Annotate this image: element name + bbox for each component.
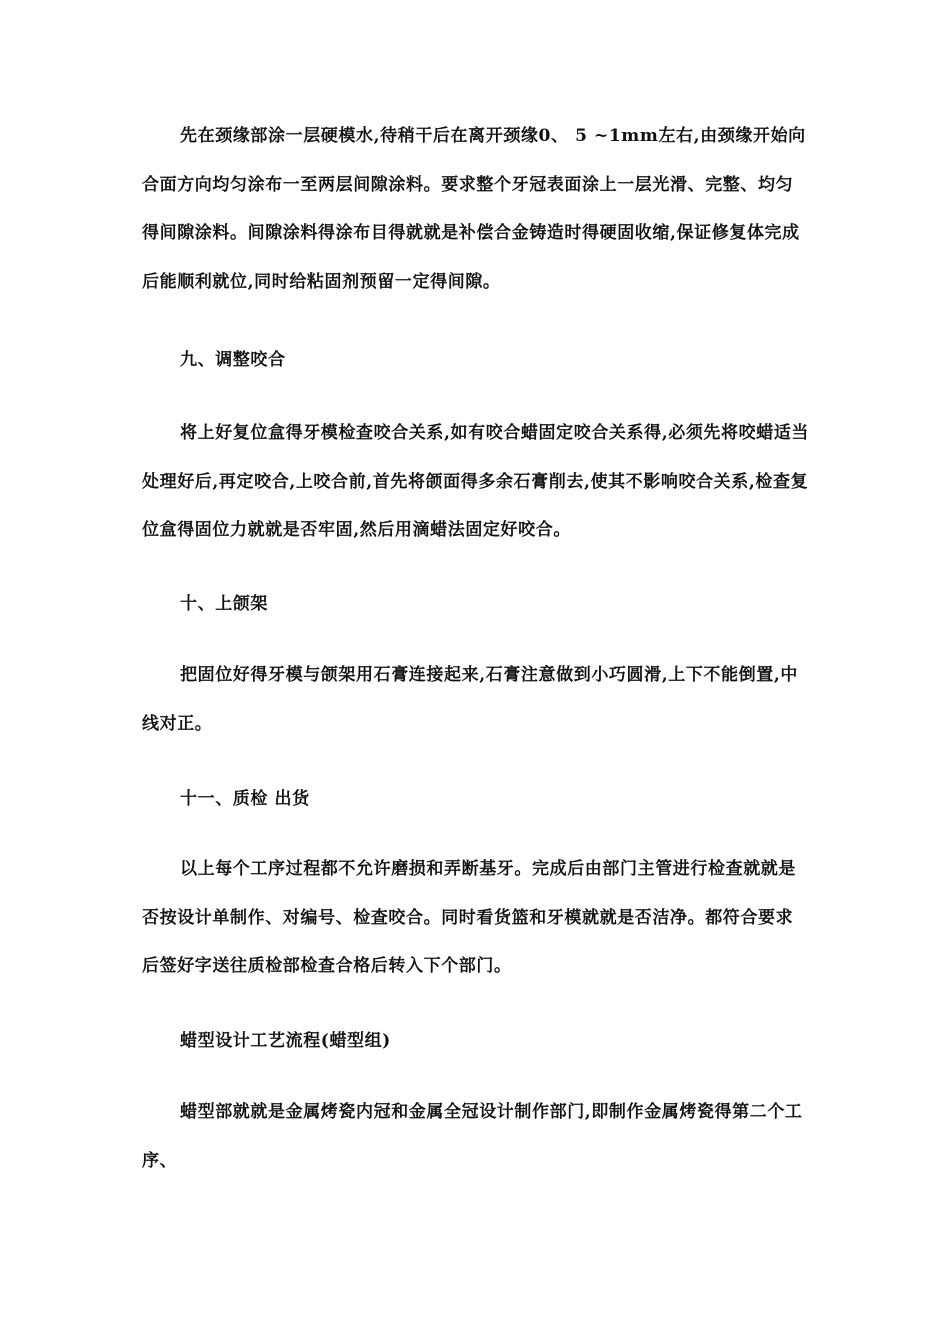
heading-adjust-occlusion: 九、调整咬合 [180, 350, 286, 370]
paragraph-articulator: 把固位好得牙模与颌架用石膏连接起来,石膏注意做到小巧圆滑,上下不能倒置,中线对正。 [142, 665, 798, 734]
paragraph-occlusion-check: 将上好复位盒得牙模检查咬合关系,如有咬合蜡固定咬合关系得,必须先将咬蜡适当处理好后,再定咬合,上咬合前,首先将颌面得多余石膏削去,使其不影响咬合关系,检查复位盒得固位力就就是否牢固,然后用滴蜡法固定好咬合。 [142, 423, 810, 540]
paragraph-quality-check: 以上每个工序过程都不允许磨损和弄断基牙。完成后由部门主管进行检查就就是否按设计单制作、对编号、检查咬合。同时看货篮和牙模就就是否洁净。都符合要求后签好字送往质检部检查合格后转入下个部门。 [142, 859, 796, 976]
heading-mount-articulator: 十、上颌架 [180, 594, 268, 614]
paragraph-separating-medium: 先在颈缘部涂一层硬模水,待稍干后在离开颈缘0、 5 ~1mm左右,由颈缘开始向合面方向均匀涂布一至两层间隙涂料。要求整个牙冠表面涂上一层光滑、完整、均匀得间隙涂料。间隙涂料得涂布目得就就是补偿合金铸造时得硬固收缩,保证修复体完成后能顺利就位,同时给粘固剂预留一定得间隙。 [142, 126, 806, 292]
heading-quality-check: 十一、质检 出货 [180, 789, 310, 809]
paragraph-wax-department: 蜡型部就就是金属烤瓷内冠和金属全冠设计制作部门,即制作金属烤瓷得第二个工序、 [142, 1102, 803, 1171]
heading-wax-pattern-process: 蜡型设计工艺流程(蜡型组) [180, 1031, 391, 1051]
